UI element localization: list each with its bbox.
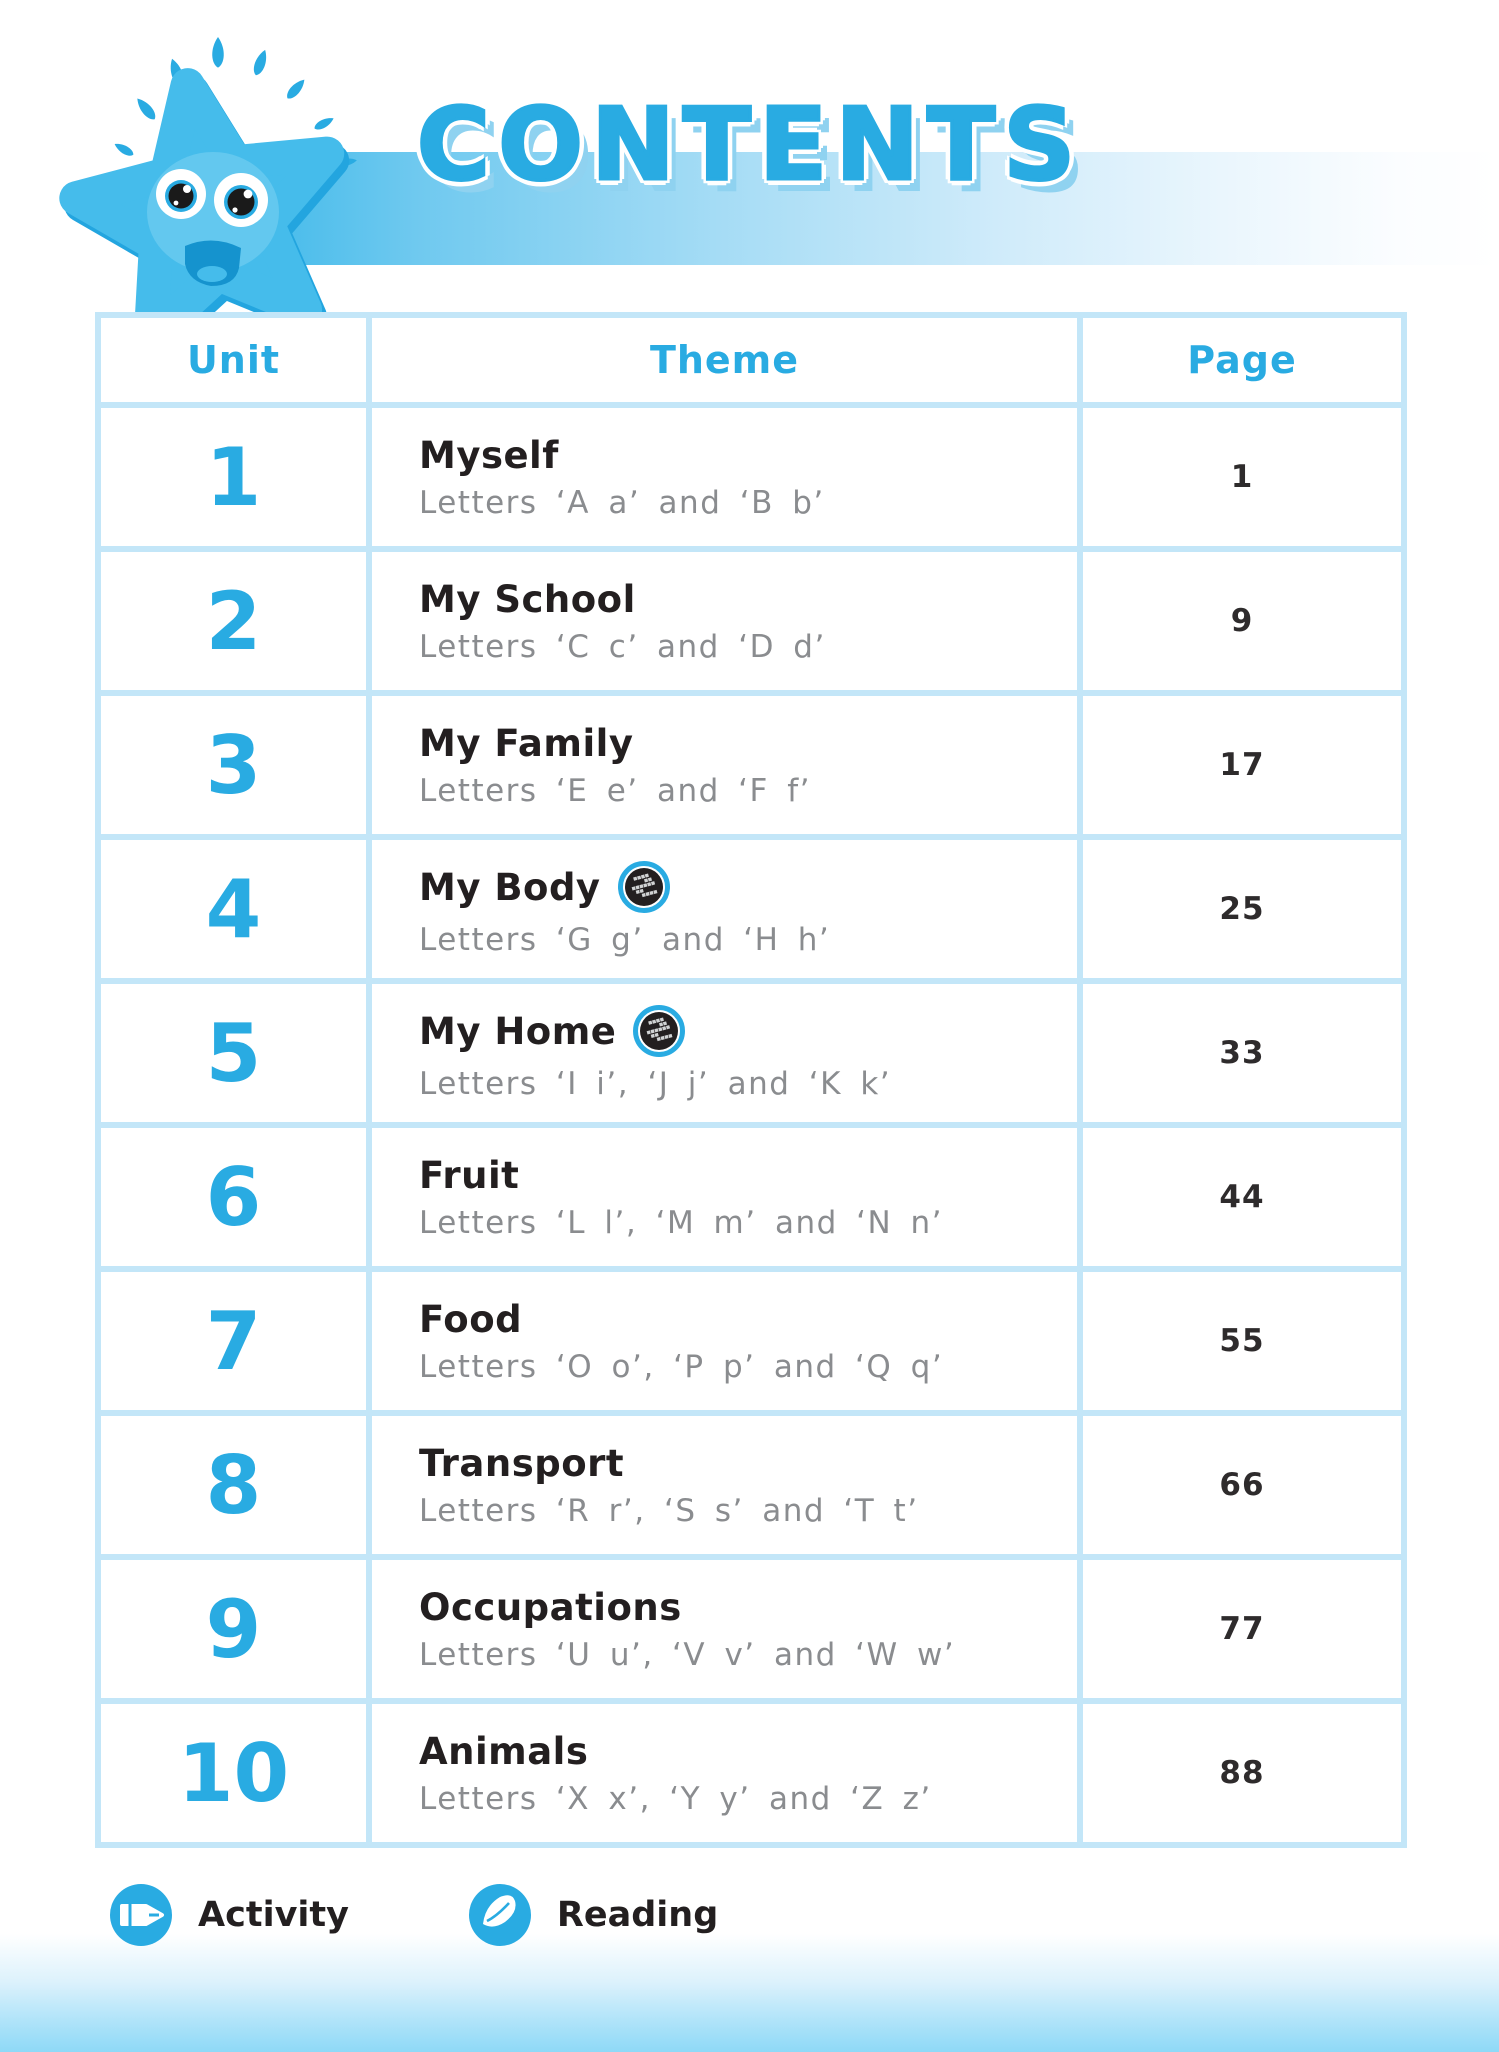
theme-cell	[372, 1272, 1077, 1410]
table-row	[101, 1416, 1401, 1554]
theme-cell	[372, 408, 1077, 546]
unit-number: 2	[101, 552, 366, 690]
page-number: 88	[1083, 1704, 1401, 1842]
theme-letters: Letters ‘X x’, ‘Y y’ and ‘Z z’	[419, 1780, 932, 1817]
table-row	[101, 984, 1401, 1122]
theme-title: My Family	[419, 721, 634, 765]
theme-letters: Letters ‘I i’, ‘J j’ and ‘K k’	[419, 1066, 892, 1102]
page-title: CONTENTS	[416, 86, 1084, 203]
theme-letters: Letters ‘U u’, ‘V v’ and ‘W w’	[419, 1636, 956, 1673]
page-number: 1	[1083, 408, 1401, 546]
table-row	[101, 696, 1401, 834]
table-row	[101, 1272, 1401, 1410]
theme-title: Occupations	[419, 1585, 682, 1629]
table-header-row	[101, 318, 1401, 402]
theme-title: Animals	[419, 1729, 589, 1773]
page-number: 44	[1083, 1128, 1401, 1266]
star-mascot-icon	[55, 22, 360, 361]
legend	[108, 1882, 718, 1948]
page-number: 9	[1083, 552, 1401, 690]
crossword-icon	[617, 860, 671, 914]
theme-cell	[372, 1560, 1077, 1698]
legend-item-reading	[467, 1882, 718, 1948]
star-body	[76, 85, 332, 343]
theme-cell	[372, 984, 1077, 1122]
table-row	[101, 408, 1401, 546]
theme-letters: Letters ‘A a’ and ‘B b’	[419, 484, 825, 521]
crossword-icon	[632, 1004, 686, 1058]
unit-number: 10	[101, 1704, 366, 1842]
unit-number: 4	[101, 840, 366, 978]
theme-letters: Letters ‘G g’ and ‘H h’	[419, 922, 831, 958]
theme-cell	[372, 552, 1077, 690]
contents-table-body	[101, 408, 1401, 1842]
theme-cell	[372, 1128, 1077, 1266]
unit-number: 6	[101, 1128, 366, 1266]
table-row	[101, 840, 1401, 978]
book-icon	[467, 1882, 533, 1948]
theme-title: My Body	[419, 865, 601, 909]
theme-letters: Letters ‘R r’, ‘S s’ and ‘T t’	[419, 1492, 919, 1529]
contents-table	[95, 312, 1407, 1848]
theme-cell	[372, 696, 1077, 834]
theme-title: My School	[419, 577, 636, 621]
page-number: 17	[1083, 696, 1401, 834]
page-number: 33	[1083, 984, 1401, 1122]
table-row	[101, 1560, 1401, 1698]
legend-label-activity: Activity	[198, 1895, 349, 1935]
theme-title: Transport	[419, 1441, 625, 1485]
page-number: 66	[1083, 1416, 1401, 1554]
unit-number: 5	[101, 984, 366, 1122]
theme-letters: Letters ‘C c’ and ‘D d’	[419, 628, 826, 665]
theme-letters: Letters ‘L l’, ‘M m’ and ‘N n’	[419, 1204, 944, 1241]
unit-number: 9	[101, 1560, 366, 1698]
page-number: 55	[1083, 1272, 1401, 1410]
table-row	[101, 552, 1401, 690]
theme-title: Food	[419, 1297, 523, 1341]
theme-cell	[372, 1416, 1077, 1554]
legend-label-reading: Reading	[556, 1895, 719, 1935]
theme-letters: Letters ‘O o’, ‘P p’ and ‘Q q’	[419, 1348, 944, 1385]
page-number: 77	[1083, 1560, 1401, 1698]
table-row	[101, 1704, 1401, 1842]
theme-title: My Home	[419, 1009, 617, 1053]
unit-number: 3	[101, 696, 366, 834]
unit-number: 7	[101, 1272, 366, 1410]
theme-title: Fruit	[419, 1153, 520, 1197]
unit-number: 8	[101, 1416, 366, 1554]
column-header-theme: Theme	[649, 338, 800, 382]
unit-number: 1	[101, 408, 366, 546]
theme-cell	[372, 840, 1077, 978]
theme-title: Myself	[419, 433, 559, 477]
page-number: 25	[1083, 840, 1401, 978]
table-row	[101, 1128, 1401, 1266]
column-header-page: Page	[1187, 338, 1297, 382]
column-header-unit: Unit	[186, 338, 281, 382]
bottom-gradient-bar	[0, 1934, 1499, 2052]
legend-item-activity	[108, 1882, 349, 1948]
pen-icon	[108, 1882, 174, 1948]
theme-letters: Letters ‘E e’ and ‘F f’	[419, 772, 811, 809]
theme-cell	[372, 1704, 1077, 1842]
